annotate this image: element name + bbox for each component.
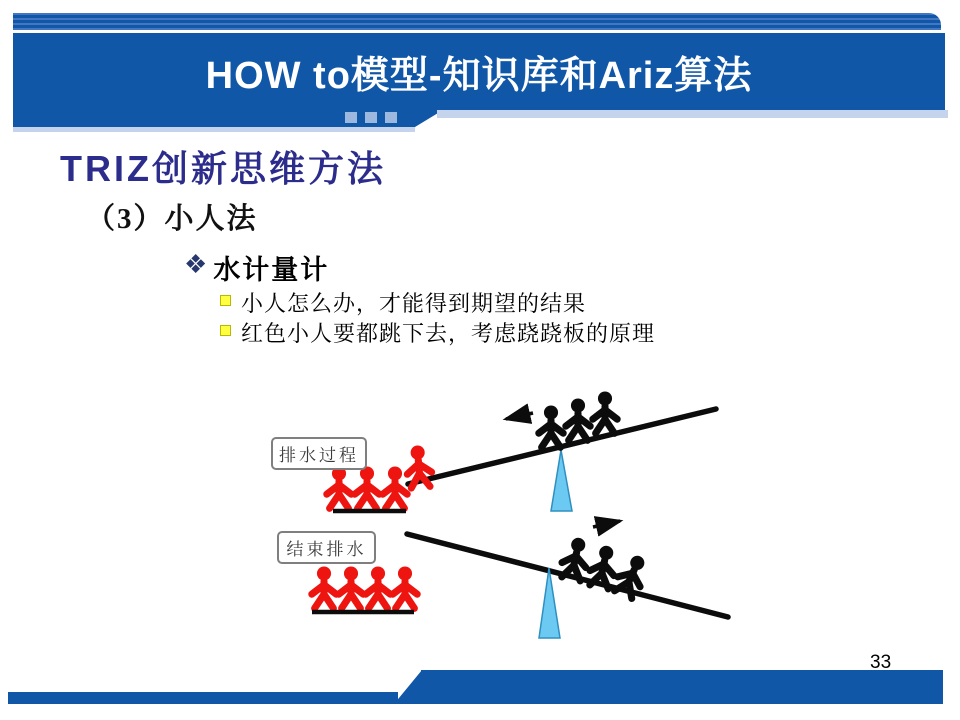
label-text: 结束排水	[286, 540, 367, 559]
person-figure	[587, 543, 620, 589]
person-figure	[393, 566, 417, 608]
arrow-left-icon	[506, 413, 533, 419]
arrow-right-icon	[593, 521, 620, 527]
sub-bullet-text: 小人怎么办，才能得到期望的结果	[241, 291, 587, 316]
person-figure	[312, 566, 336, 608]
page-number: 33	[870, 652, 892, 673]
person-figure	[327, 466, 351, 508]
person-figure	[383, 466, 407, 508]
bullet-text: 水计量计	[213, 255, 330, 285]
person-figure	[355, 466, 379, 508]
person-figure	[339, 566, 363, 608]
fulcrum-triangle	[539, 568, 560, 638]
fulcrum-triangle	[551, 450, 572, 511]
slide-title: HOW to模型-知识库和Ariz算法	[205, 55, 753, 97]
sub-bullet-text: 红色小人要都跳下去，考虑跷跷板的原理	[241, 321, 656, 346]
person-figure	[539, 405, 563, 447]
black-people-group	[559, 535, 651, 599]
footer-bar-right	[421, 670, 943, 704]
footer-bar-left	[8, 692, 398, 704]
section-heading: TRIZ创新思维方法	[60, 148, 386, 189]
person-figure	[559, 535, 592, 581]
diamond-bullet-icon: ❖	[184, 249, 208, 279]
label-text: 排水过程	[279, 446, 359, 465]
item-heading: （3）小人法	[86, 203, 258, 235]
scene-draining-process	[327, 391, 716, 511]
red-people-group	[312, 566, 417, 608]
person-figure	[366, 566, 390, 608]
person-figure	[566, 398, 590, 440]
person-figure	[612, 551, 651, 599]
person-figure	[593, 391, 617, 433]
black-people-group	[539, 391, 617, 447]
label-draining-finished	[277, 531, 376, 564]
label-draining-process	[271, 437, 367, 470]
